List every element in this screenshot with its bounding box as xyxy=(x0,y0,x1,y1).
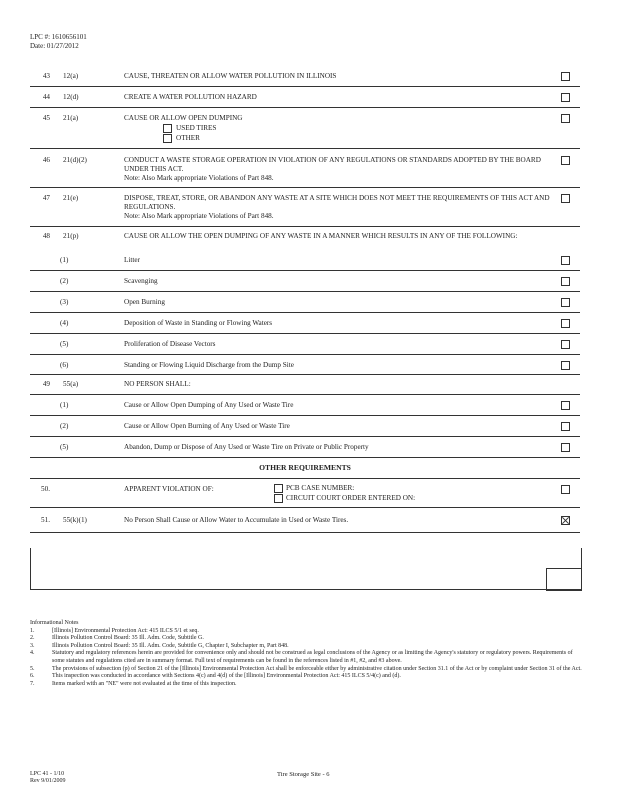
note-text: The provisions of subsection (p) of Section 21 of the [Illinois] Environmental Protection Act shall be enforceable either by administrative citation under Section 31.1 of the Act or by complaint under Section 31 of the Act. xyxy=(52,665,582,672)
sub-row xyxy=(30,437,580,458)
sub-number: (4) xyxy=(60,319,69,327)
court-order-checkbox[interactable] xyxy=(274,494,283,503)
violation-checkbox[interactable] xyxy=(561,485,570,494)
violation-desc: CAUSE, THREATEN OR ALLOW WATER POLLUTION IN ILLINOIS xyxy=(124,72,337,80)
other-label: OTHER xyxy=(176,134,200,142)
sub-number: (1) xyxy=(60,401,69,409)
violation-checkbox[interactable] xyxy=(561,194,570,203)
sub-desc: Abandon, Dump or Dispose of Any Used or Waste Tire on Private or Public Property xyxy=(124,443,369,451)
note-item xyxy=(30,628,585,636)
violation-row-44 xyxy=(30,87,580,108)
violation-checkbox[interactable] xyxy=(561,156,570,165)
inspection-date: Date: 01/27/2012 xyxy=(30,42,79,50)
violation-checkbox[interactable] xyxy=(561,422,570,431)
sub-row xyxy=(30,416,580,437)
sub-row xyxy=(30,313,580,334)
violation-checkbox[interactable] xyxy=(561,443,570,452)
violation-row-45 xyxy=(30,108,580,149)
sub-desc: Standing or Flowing Liquid Discharge from the Dump Site xyxy=(124,361,294,369)
note-item xyxy=(30,673,585,681)
section-ref: 55(k)(1) xyxy=(63,516,87,524)
row-number: 46 xyxy=(42,156,50,164)
row-number: 45 xyxy=(42,114,50,122)
section-ref: 21(a) xyxy=(63,114,79,122)
sub-desc: Open Burning xyxy=(124,298,165,306)
violation-checkbox[interactable] xyxy=(561,93,570,102)
violation-checkbox[interactable] xyxy=(561,256,570,265)
row-number: 50. xyxy=(41,485,50,493)
pcb-case-checkbox[interactable] xyxy=(274,484,283,493)
violation-desc: CREATE A WATER POLLUTION HAZARD xyxy=(124,93,257,101)
violation-checkbox[interactable] xyxy=(561,401,570,410)
violation-checkbox[interactable] xyxy=(561,114,570,123)
violation-desc: CAUSE OR ALLOW OPEN DUMPING xyxy=(124,114,243,122)
note-index: 3. xyxy=(30,642,35,649)
section-ref: 12(a) xyxy=(63,72,79,80)
violation-row-47 xyxy=(30,188,580,227)
notes-title: Informational Notes xyxy=(30,620,79,626)
note-item xyxy=(30,681,585,689)
violation-checkbox[interactable] xyxy=(561,298,570,307)
note-text: [Illinois] Environmental Protection Act: 415 ILCS 5/1 et seq. xyxy=(52,627,199,634)
row-number: 44 xyxy=(42,93,50,101)
violation-desc: DISPOSE, TREAT, STORE, OR ABANDON ANY WASTE AT A SITE WHICH DOES NOT MEET THE REQUIREMENTS OF THIS ACT AND REGULATIONS. xyxy=(124,194,550,211)
violation-checkbox[interactable] xyxy=(561,361,570,370)
note-text: This inspection was conducted in accordance with Sections 4(c) and 4(d) of the [Illinois] Environmental Protection Act: 415 ILCS 5/4(c) and (d). xyxy=(52,673,401,680)
court-order-label: CIRCUIT COURT ORDER ENTERED ON: xyxy=(286,494,416,502)
blank-entry-area xyxy=(30,548,582,590)
form-revision: Rev 9/01/2009 xyxy=(30,778,66,784)
violation-checkbox-checked[interactable] xyxy=(561,516,570,525)
violation-desc: CAUSE OR ALLOW THE OPEN DUMPING OF ANY WASTE IN A MANNER WHICH RESULTS IN ANY OF THE FOLLOWING: xyxy=(124,232,518,240)
sub-row xyxy=(30,334,580,355)
note-index: 4. xyxy=(30,650,35,657)
violation-row-43 xyxy=(30,66,580,87)
sub-row xyxy=(30,292,580,313)
sub-number: (1) xyxy=(60,256,69,264)
note-text: Statutory and regulatory references herein are provided for convenience only and should not be construed as legal conclusions of the Agency or as limiting the Agency's statutory or regulatory powers. Requirements of some statutes and regulations cited are in summary format. Full text of requirements can be found in the references listed in #1, #2, and #3 above. xyxy=(52,650,573,664)
sub-row xyxy=(30,395,580,416)
sub-number: (6) xyxy=(60,361,69,369)
note-index: 6. xyxy=(30,673,35,680)
lpc-number: LPC #: 1610656101 xyxy=(30,33,87,41)
sub-number: (5) xyxy=(60,340,69,348)
sub-number: (2) xyxy=(60,277,69,285)
section-ref: 21(e) xyxy=(63,194,79,202)
note-index: 5. xyxy=(30,665,35,672)
sub-desc: Deposition of Waste in Standing or Flowing Waters xyxy=(124,319,273,327)
used-tires-label: USED TIRES xyxy=(176,124,217,132)
other-checkbox[interactable] xyxy=(163,134,172,143)
form-number: LPC 41 - 1/10 xyxy=(30,771,65,777)
violation-desc: APPARENT VIOLATION OF: xyxy=(124,485,214,493)
violation-row-51 xyxy=(30,508,580,533)
sub-row xyxy=(30,252,580,271)
violation-desc: NO PERSON SHALL: xyxy=(124,380,191,388)
note-item xyxy=(30,635,585,643)
section-ref: 12(d) xyxy=(63,93,79,101)
violation-row-48 xyxy=(30,227,580,252)
violations-table xyxy=(30,66,580,533)
note-index: 7. xyxy=(30,680,35,687)
note-item xyxy=(30,650,585,665)
form-footer xyxy=(30,771,66,785)
violation-checkbox[interactable] xyxy=(561,72,570,81)
sub-desc: Cause or Allow Open Dumping of Any Used or Waste Tire xyxy=(124,401,294,409)
section-ref: 21(p) xyxy=(63,232,79,240)
violation-row-46 xyxy=(30,149,580,188)
page-label: Tire Storage Site - 6 xyxy=(277,771,330,778)
page-header xyxy=(30,33,87,51)
row-number: 48 xyxy=(42,232,50,240)
blank-entry-cell xyxy=(546,568,582,591)
note-text: Items marked with an "NE" were not evaluated at the time of this inspection. xyxy=(52,680,237,687)
sub-desc: Litter xyxy=(124,256,140,264)
section-ref: 21(d)(2) xyxy=(63,156,87,164)
violation-checkbox[interactable] xyxy=(561,340,570,349)
note-text: Illinois Pollution Control Board: 35 Ill. Adm. Code, Subtitle G. xyxy=(52,635,204,642)
violation-note: Note: Also Mark appropriate Violations of Part 848. xyxy=(124,212,274,220)
row-number: 43 xyxy=(42,72,50,80)
violation-note: Note: Also Mark appropriate Violations of Part 848. xyxy=(124,174,274,182)
violation-row-50 xyxy=(30,479,580,508)
section-title: OTHER REQUIREMENTS xyxy=(259,463,351,472)
sub-desc: Cause or Allow Open Burning of Any Used or Waste Tire xyxy=(124,422,290,430)
other-requirements-header xyxy=(30,458,580,479)
note-index: 2. xyxy=(30,635,35,642)
sub-number: (2) xyxy=(60,422,69,430)
informational-notes xyxy=(30,620,585,688)
violation-checkbox[interactable] xyxy=(561,319,570,328)
note-index: 1. xyxy=(30,627,35,634)
violation-row-49 xyxy=(30,375,580,395)
violation-checkbox[interactable] xyxy=(561,277,570,286)
sub-desc: Proliferation of Disease Vectors xyxy=(124,340,216,348)
sub-number: (3) xyxy=(60,298,69,306)
pcb-case-label: PCB CASE NUMBER: xyxy=(286,484,355,492)
section-ref: 55(a) xyxy=(63,380,79,388)
sub-number: (5) xyxy=(60,443,69,451)
sub-desc: Scavenging xyxy=(124,277,158,285)
sub-row xyxy=(30,355,580,375)
note-text: Illinois Pollution Control Board: 35 Ill. Adm. Code, Subtitle G, Chapter I, Subchapter m, Part 848. xyxy=(52,642,289,649)
sub-row xyxy=(30,271,580,292)
used-tires-checkbox[interactable] xyxy=(163,124,172,133)
row-number: 51. xyxy=(41,516,50,524)
violation-desc: No Person Shall Cause or Allow Water to Accumulate in Used or Waste Tires. xyxy=(124,516,349,524)
violation-desc: CONDUCT A WASTE STORAGE OPERATION IN VIOLATION OF ANY REGULATIONS OR STANDARDS ADOPTED BY THE BOARD UNDER THIS ACT. xyxy=(124,156,541,173)
row-number: 49 xyxy=(42,380,50,388)
row-number: 47 xyxy=(42,194,50,202)
